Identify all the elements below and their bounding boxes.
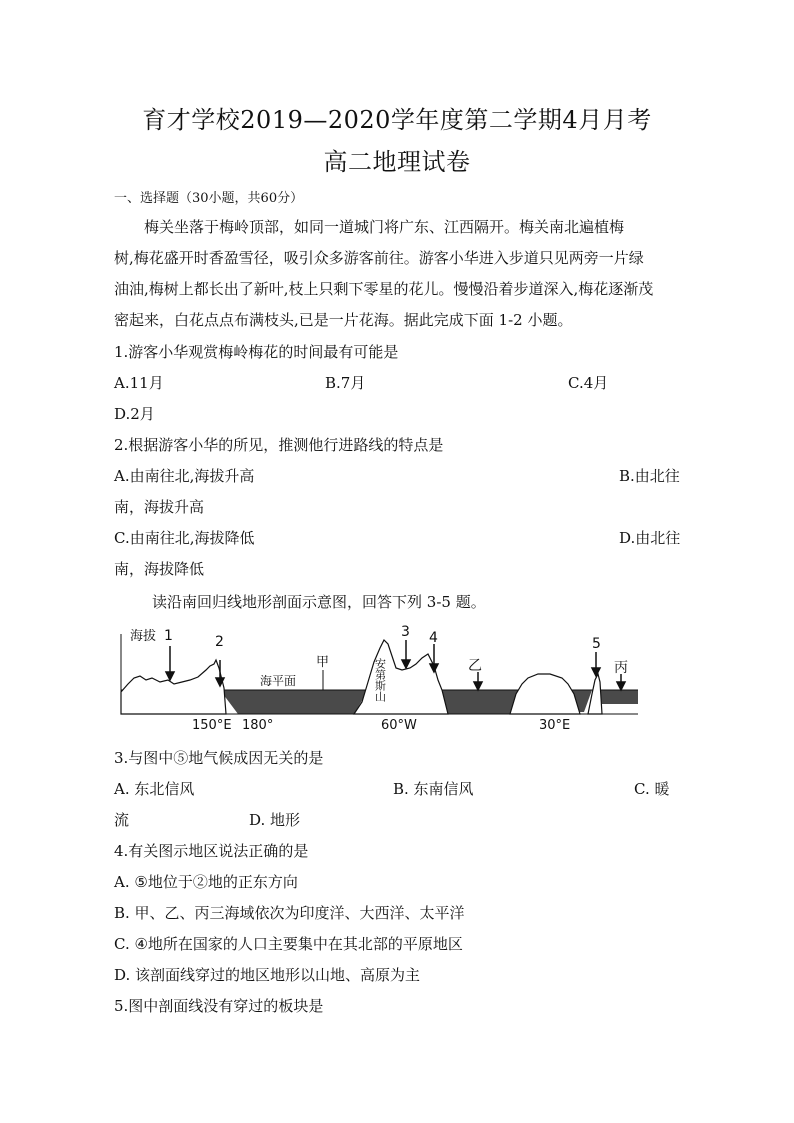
option-d: D. 该剖面线穿过的地区地形以山地、高原为主 <box>114 966 421 984</box>
option-d: D. 地形 <box>249 811 301 829</box>
longitude-30e: 30°E <box>539 718 571 733</box>
elevation-label: 海拔 <box>130 629 157 644</box>
marker-label-4: 4 <box>429 630 438 646</box>
question-5-stem: 5.图中剖面线没有穿过的板块是 <box>114 997 324 1015</box>
longitude-180: 180° <box>242 718 274 733</box>
ocean-yi <box>436 690 520 714</box>
question-stem: 3.与图中⑤地气候成因无关的是 <box>114 749 324 767</box>
longitude-150e: 150°E <box>192 718 232 733</box>
option-b: B.7月 <box>325 374 366 392</box>
landmass-australia <box>121 660 226 714</box>
option-a: A.由南往北,海拔升高 <box>114 467 255 485</box>
option-b-continued: 南，海拔升高 <box>114 498 205 516</box>
ocean-label-yi: 乙 <box>468 658 482 674</box>
passage-line: 密起来，白花点点布满枝头,已是一片花海。据此完成下面 1-2 小题。 <box>114 311 573 329</box>
option-d: D.2月 <box>114 405 155 423</box>
section-heading: 一、选择题（30小题，共60分） <box>114 191 304 206</box>
passage-line: 梅关坐落于梅岭顶部，如同一道城门将广东、江西隔开。梅关南北遍植梅 <box>144 218 625 236</box>
option-c-continued: 流 <box>114 811 130 829</box>
ocean-jia <box>220 690 368 714</box>
option-c: C. ④地所在国家的人口主要集中在其北部的平原地区 <box>114 935 463 953</box>
question-stem: 2.根据游客小华的所见，推测他行进路线的特点是 <box>114 436 444 454</box>
exam-subtitle: 高二地理试卷 <box>323 148 471 176</box>
marker-label-5: 5 <box>592 636 601 652</box>
ocean-bing <box>596 690 638 704</box>
marker-label-1: 1 <box>164 628 173 644</box>
passage-line: 树,梅花盛开时香盈雪径，吸引众多游客前往。游客小华进入步道只见两旁一片绿 <box>114 249 644 267</box>
option-d-continued: 南，海拔降低 <box>114 560 205 578</box>
andes-label: 安第斯山 <box>373 658 387 702</box>
question-stem: 4.有关图示地区说法正确的是 <box>114 842 309 860</box>
marker-label-2: 2 <box>215 634 224 650</box>
option-c: C.由南往北,海拔降低 <box>114 529 255 547</box>
passage-line: 油油,梅树上都长出了新叶,枝上只剩下零星的花儿。慢慢沿着步道深入,梅花逐渐茂 <box>114 280 654 298</box>
longitude-60w: 60°W <box>381 718 417 733</box>
option-a: A.11月 <box>114 374 164 392</box>
ocean-label-jia: 甲 <box>316 655 330 670</box>
terrain-profile-figure <box>118 622 643 734</box>
sea-level-label: 海平面 <box>260 674 297 688</box>
landmass-africa <box>510 674 580 714</box>
option-b: B. 甲、乙、丙三海域依次为印度洋、大西洋、太平洋 <box>114 904 465 922</box>
option-c: C. 暖 <box>634 780 670 798</box>
option-b: B. 东南信风 <box>393 780 474 798</box>
option-c: C.4月 <box>568 374 609 392</box>
ocean-label-bing: 丙 <box>614 660 628 676</box>
option-d: D.由北往 <box>619 529 681 547</box>
exam-title: 育才学校2019—2020学年度第二学期4月月考 <box>142 106 652 134</box>
option-a: A. ⑤地位于②地的正东方向 <box>114 873 298 891</box>
passage-2-intro: 读沿南回归线地形剖面示意图，回答下列 3-5 题。 <box>152 593 486 611</box>
option-a: A. 东北信风 <box>114 780 195 798</box>
question-stem: 1.游客小华观赏梅岭梅花的时间最有可能是 <box>114 343 399 361</box>
option-b: B.由北往 <box>619 467 680 485</box>
marker-label-3: 3 <box>401 624 410 640</box>
